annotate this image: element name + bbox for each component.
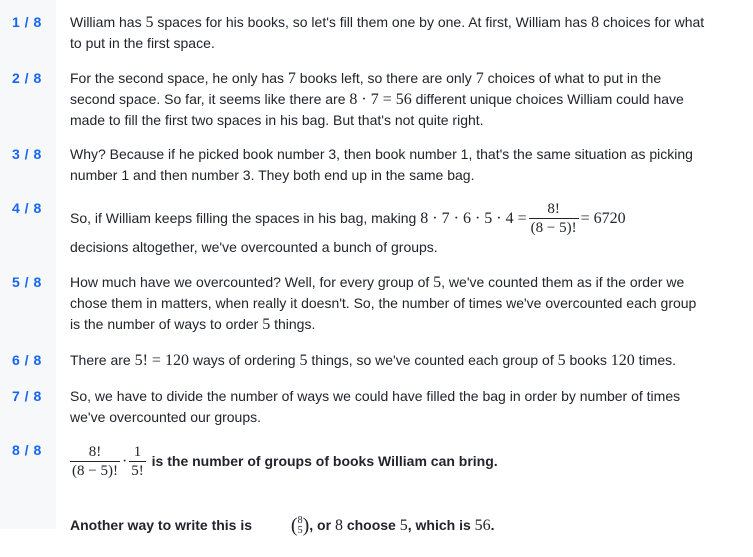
text-run: spaces for his books, so let's fill them one by one. At first, William has bbox=[153, 14, 592, 30]
math-expression: 8 · 7 = 56 bbox=[349, 91, 412, 108]
text-run: So, if William keeps filling the spaces in his bag, making bbox=[70, 209, 417, 226]
step-8-second-line bbox=[70, 494, 710, 557]
right-paren: ) bbox=[302, 514, 310, 537]
math-value: 7 bbox=[287, 70, 296, 87]
step-4-number: 4 / 8 bbox=[12, 200, 42, 216]
text-run: . bbox=[490, 517, 495, 534]
math-value: 8 bbox=[591, 14, 600, 31]
text-run: Another way to write this is bbox=[70, 517, 256, 534]
text-run: For the second space, he only has bbox=[70, 70, 288, 86]
step-2-number: 2 / 8 bbox=[12, 70, 42, 86]
text-run: choices for what to put in the first space. bbox=[70, 14, 705, 51]
math-value: 5 bbox=[262, 316, 271, 333]
step-3-number: 3 / 8 bbox=[12, 146, 42, 162]
step-3-text: Why? Because if he picked book number 3, then book number 1, that's the same situation as picking number 1 and then number 3. They both end up in the same bag. bbox=[70, 146, 693, 183]
step-6-number: 6 / 8 bbox=[12, 352, 42, 368]
step-7-text: So, we have to divide the number of ways we could have filled the bag in order by number of times we've overcounted our groups. bbox=[70, 388, 681, 425]
fraction-numerator: 1 bbox=[133, 443, 142, 460]
math-value: 8 bbox=[334, 517, 343, 535]
text-run: things. bbox=[270, 316, 316, 332]
binomial-coefficient bbox=[256, 494, 309, 557]
text-run: things, so we've counted each group of bbox=[307, 352, 558, 368]
fraction-denominator: 5! bbox=[131, 462, 144, 479]
left-paren: ( bbox=[290, 514, 298, 537]
fraction-numerator: 8! bbox=[88, 443, 102, 460]
step-4-text bbox=[70, 198, 710, 258]
text-run: times. bbox=[634, 352, 676, 368]
text-run: choose bbox=[342, 517, 400, 534]
text-run: , which is bbox=[407, 517, 475, 534]
step-4-expression-line bbox=[70, 198, 710, 238]
fraction-denominator: (8 − 5)! bbox=[530, 219, 577, 236]
math-value: 120 bbox=[610, 352, 635, 369]
multiply-dot: · bbox=[121, 452, 128, 470]
text-run: is the number of groups of books William can bring. bbox=[147, 452, 498, 469]
text-run: books bbox=[565, 352, 611, 368]
text-run: William has bbox=[70, 14, 146, 30]
text-run: different unique choices William could have made to fill the first two spaces in his bag. But that's not quite right. bbox=[70, 91, 684, 128]
text-run: books left, so there are only bbox=[295, 70, 476, 86]
text-run: How much have we overcounted? Well, for every group of bbox=[70, 274, 434, 290]
math-result: = 6720 bbox=[580, 209, 626, 227]
step-6-text bbox=[70, 350, 710, 371]
step-1-number: 1 / 8 bbox=[12, 14, 42, 30]
step-2-text bbox=[70, 68, 710, 131]
fraction-denominator: (8 − 5)! bbox=[72, 462, 118, 479]
math-expression: 5! = 120 bbox=[134, 352, 189, 369]
step-1-text bbox=[70, 12, 710, 54]
step-5-text bbox=[70, 272, 710, 335]
math-expression: 8 · 7 · 6 · 5 · 4 = bbox=[420, 209, 527, 227]
math-value: 56 bbox=[474, 517, 491, 535]
text-run: There are bbox=[70, 352, 135, 368]
fraction-numerator: 8! bbox=[547, 200, 560, 217]
fraction bbox=[529, 200, 579, 237]
math-value: 7 bbox=[475, 70, 484, 87]
math-value: 5 bbox=[557, 352, 566, 369]
math-value: 5 bbox=[433, 274, 442, 291]
step-7-number: 7 / 8 bbox=[12, 388, 42, 404]
text-run: ways of ordering bbox=[188, 352, 300, 368]
binomial-top: 8 bbox=[297, 514, 303, 526]
math-value: 5 bbox=[145, 14, 154, 31]
fraction bbox=[129, 443, 146, 480]
math-value: 5 bbox=[399, 517, 408, 535]
binomial-bottom: 5 bbox=[297, 524, 303, 536]
text-run: , or bbox=[309, 517, 335, 534]
step-5-number: 5 / 8 bbox=[12, 274, 42, 290]
text-run: , we've counted them as if the order we chose them in matters, when really it doesn't. So, the number of times we've overcounted each group is the number of ways to order bbox=[70, 274, 697, 332]
fraction bbox=[70, 443, 120, 480]
step-8-formula-line bbox=[70, 440, 710, 482]
math-value: 5 bbox=[299, 352, 308, 369]
text-run: choices of what to put in the second space. So far, it seems like there are bbox=[70, 70, 662, 107]
step-8-number: 8 / 8 bbox=[12, 442, 42, 458]
text-run: decisions altogether, we've overcounted a bunch of groups. bbox=[70, 239, 438, 255]
step-8-text bbox=[70, 440, 710, 557]
